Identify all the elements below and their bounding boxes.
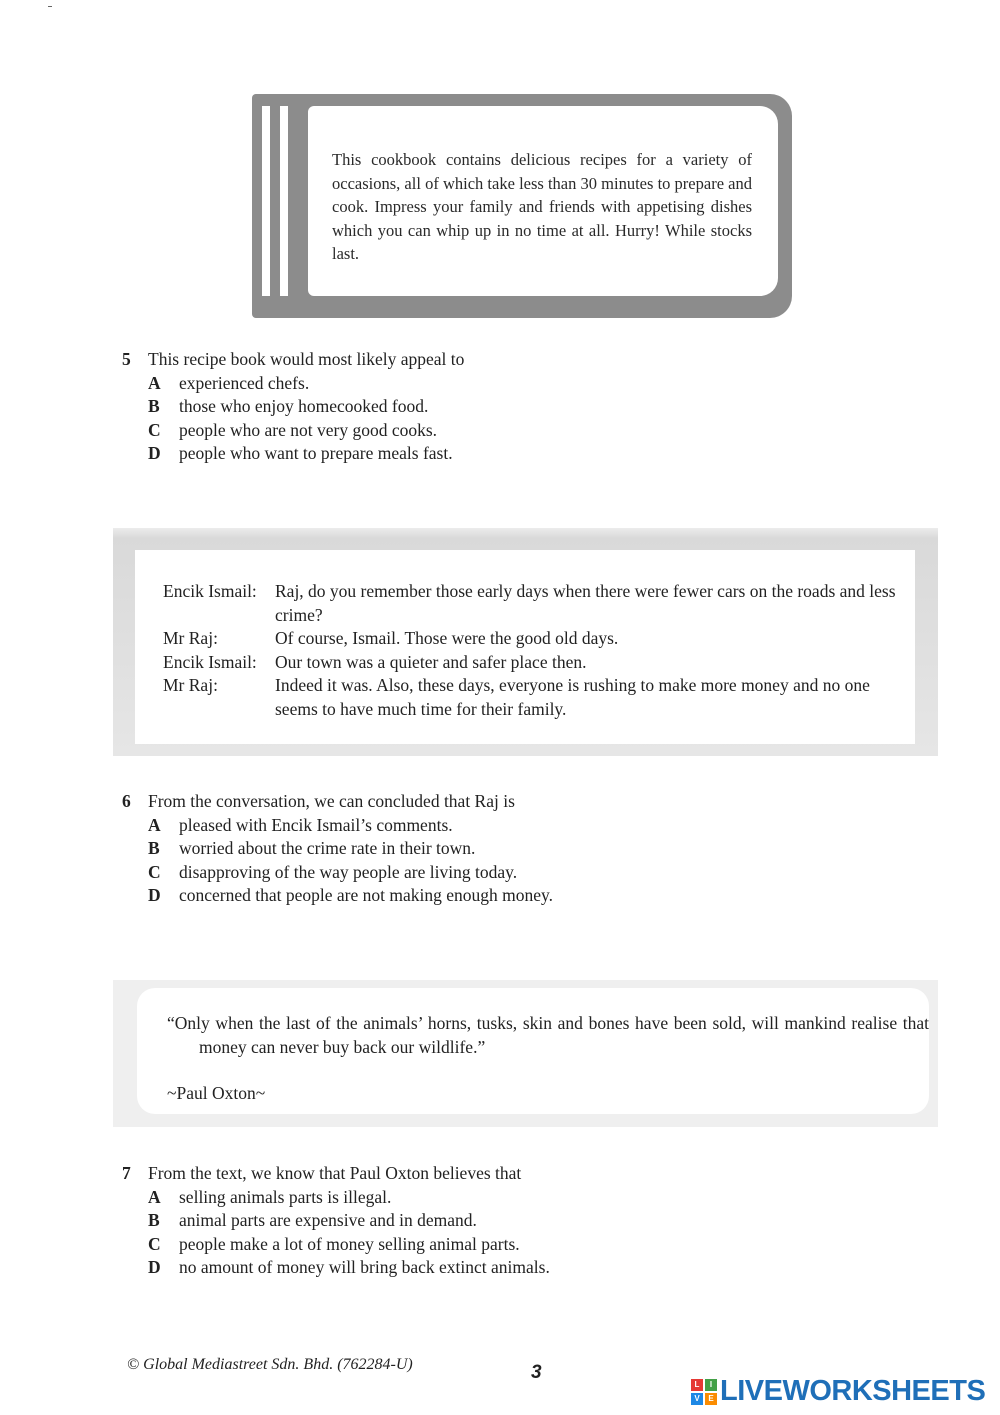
- speaker-name: Mr Raj:: [163, 628, 218, 648]
- option-letter: D: [148, 443, 161, 463]
- quote-text: “Only when the last of the animals’ horns, tusks, skin and bones have been sold, will mankind realise that money can never buy back our wildlife.”: [167, 1013, 929, 1057]
- logo-letter: I: [705, 1379, 717, 1391]
- option-letter: B: [148, 1210, 160, 1230]
- liveworksheets-brand[interactable]: [691, 1375, 985, 1408]
- question-number: 6: [122, 791, 131, 811]
- speaker-name: Encik Ismail:: [163, 581, 257, 601]
- option-c[interactable]: [122, 1233, 822, 1257]
- conversation-line: [163, 580, 898, 627]
- option-text: people who want to prepare meals fast.: [179, 443, 453, 463]
- logo-letter: E: [705, 1393, 717, 1405]
- option-text: animal parts are expensive and in demand.: [179, 1210, 477, 1230]
- option-text: no amount of money will bring back extinct animals.: [179, 1257, 550, 1277]
- page-number: 3: [531, 1362, 542, 1383]
- option-letter: C: [148, 1233, 161, 1254]
- conversation-box: [113, 528, 938, 756]
- conversation-line: [163, 627, 898, 651]
- option-letter: C: [148, 419, 161, 440]
- cookbook-box: [252, 94, 792, 318]
- question-5: [122, 348, 822, 466]
- option-letter: D: [148, 1257, 161, 1277]
- conversation-line: [163, 674, 898, 721]
- decorative-stripe: [262, 106, 270, 296]
- question-6: [122, 790, 822, 908]
- option-text: disapproving of the way people are living today.: [179, 861, 518, 882]
- logo-letter: L: [691, 1379, 703, 1391]
- option-a[interactable]: [122, 1186, 822, 1210]
- question-stem: From the conversation, we can concluded that Raj is: [148, 791, 515, 811]
- option-d[interactable]: [122, 884, 822, 908]
- option-c[interactable]: [122, 861, 822, 885]
- option-letter: B: [148, 838, 160, 858]
- option-text: worried about the crime rate in their town.: [179, 838, 476, 858]
- liveworksheets-logo-icon: [691, 1379, 717, 1405]
- conversation-panel: [135, 550, 915, 744]
- question-7: [122, 1162, 822, 1280]
- option-text: people who are not very good cooks.: [179, 419, 438, 440]
- quote-panel: [137, 988, 929, 1114]
- option-letter: A: [148, 1186, 161, 1207]
- speaker-line: Indeed it was. Also, these days, everyone is rushing to make more money and no one seems to have much time for their family.: [275, 675, 870, 719]
- question-stem: This recipe book would most likely appeal to: [148, 349, 465, 369]
- question-number: 5: [122, 349, 131, 369]
- brand-name: LIVEWORKSHEETS: [720, 1375, 986, 1407]
- copyright-notice: © Global Mediastreet Sdn. Bhd. (762284-U): [127, 1356, 413, 1373]
- question-number: 7: [122, 1163, 131, 1183]
- option-text: experienced chefs.: [179, 372, 310, 393]
- conversation-table: [163, 580, 898, 721]
- cookbook-panel: [308, 106, 778, 296]
- speaker-line: Raj, do you remember those early days when there were fewer cars on the roads and less crime?: [275, 581, 896, 625]
- option-a[interactable]: [122, 814, 822, 838]
- speaker-line: Our town was a quieter and safer place then.: [275, 651, 587, 672]
- speaker-name: Encik Ismail:: [163, 651, 257, 672]
- cookbook-text: This cookbook contains delicious recipes for a variety of occasions, all of which take less than 30 minutes to prepare and cook. Impress your family and friends with appetising dishes which you can whip up in no time at all. Hurry! While stocks last.: [332, 150, 752, 263]
- option-letter: B: [148, 396, 160, 416]
- option-letter: D: [148, 885, 161, 905]
- option-d[interactable]: [122, 1256, 822, 1280]
- option-letter: C: [148, 861, 161, 882]
- speaker-name: Mr Raj:: [163, 675, 218, 695]
- quote-box: [113, 980, 938, 1127]
- option-b[interactable]: [122, 1209, 822, 1233]
- option-a[interactable]: [122, 372, 822, 396]
- option-b[interactable]: [122, 395, 822, 419]
- option-c[interactable]: [122, 419, 822, 443]
- option-letter: A: [148, 372, 161, 393]
- speaker-line: Of course, Ismail. Those were the good old days.: [275, 628, 619, 648]
- option-text: people make a lot of money selling animal parts.: [179, 1233, 520, 1254]
- quote-author: ~Paul Oxton~: [167, 1083, 266, 1103]
- option-text: concerned that people are not making enough money.: [179, 885, 554, 905]
- option-letter: A: [148, 814, 161, 835]
- option-text: those who enjoy homecooked food.: [179, 396, 429, 416]
- option-text: selling animals parts is illegal.: [179, 1186, 392, 1207]
- logo-letter: V: [691, 1393, 703, 1405]
- page-mark: [48, 6, 52, 7]
- option-d[interactable]: [122, 442, 822, 466]
- option-b[interactable]: [122, 837, 822, 861]
- question-stem: From the text, we know that Paul Oxton believes that: [148, 1163, 522, 1183]
- conversation-line: [163, 651, 898, 675]
- option-text: pleased with Encik Ismail’s comments.: [179, 814, 453, 835]
- decorative-stripe: [280, 106, 288, 296]
